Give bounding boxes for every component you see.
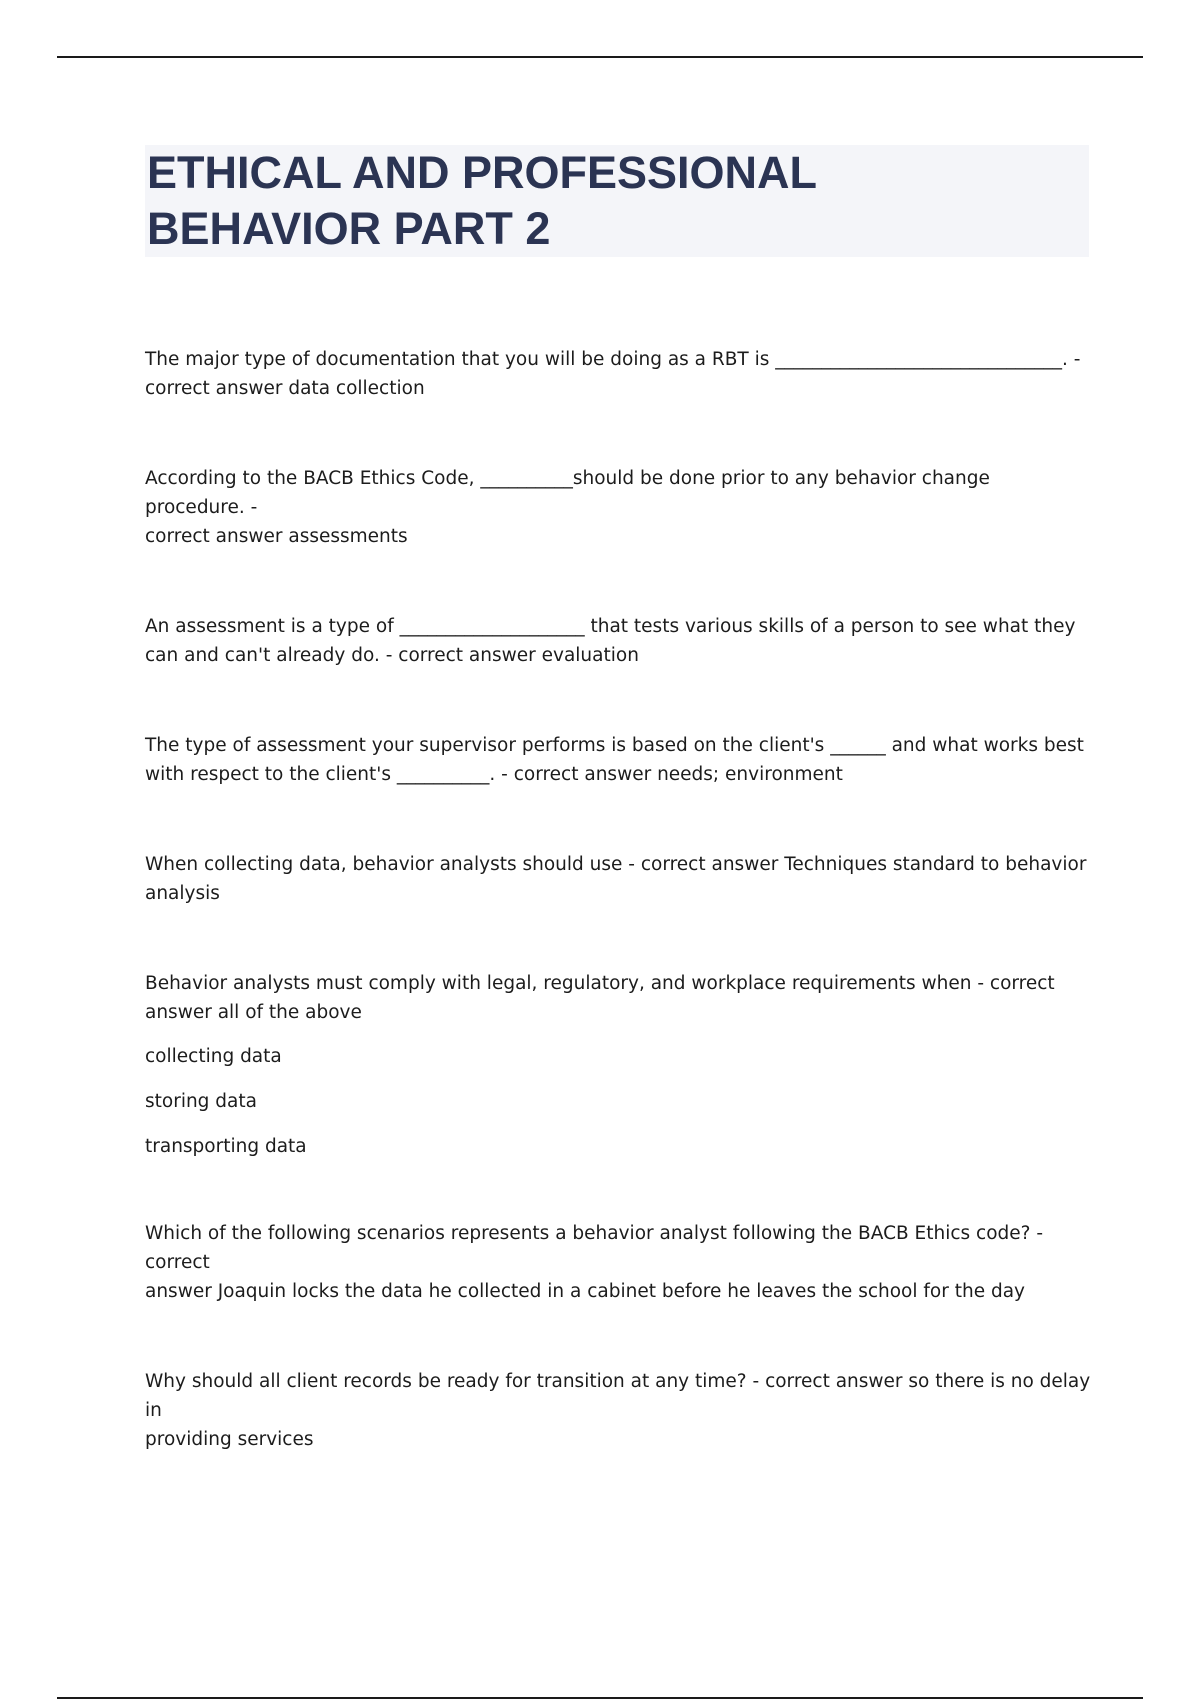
qa-item-3	[145, 612, 1095, 670]
qa-text: According to the BACB Ethics Code, __________should be done prior to any behavior change procedure. -	[145, 468, 990, 518]
qa-item-8	[145, 1367, 1095, 1454]
document-title-line-2: BEHAVIOR PART 2	[147, 203, 551, 254]
qa-text: providing services	[145, 1429, 314, 1450]
qa-text: Why should all client records be ready for transition at any time? - correct answer so there is no delay in	[145, 1371, 1091, 1421]
qa-item-2	[145, 464, 1095, 551]
qa-question	[145, 969, 1095, 1027]
top-rule	[57, 56, 1143, 58]
qa-text: An assessment is a type of ____________________ that tests various skills of a person to see what they	[145, 616, 1076, 637]
qa-text: correct answer assessments	[145, 526, 408, 547]
qa-text: Which of the following scenarios represents a behavior analyst following the BACB Ethics code? - correct	[145, 1223, 1044, 1273]
document-title	[145, 145, 1089, 257]
qa-item-4	[145, 731, 1095, 789]
qa-text: correct answer data collection	[145, 378, 425, 399]
qa-item-5	[145, 850, 1095, 908]
answer-option: storing data	[145, 1091, 257, 1112]
qa-text: The major type of documentation that you will be doing as a RBT is _______________________________. -	[145, 349, 1081, 370]
qa-text: can and can't already do. - correct answer evaluation	[145, 645, 639, 666]
qa-text: When collecting data, behavior analysts should use - correct answer Techniques standard to behavior	[145, 854, 1087, 875]
answer-option: transporting data	[145, 1136, 307, 1157]
bottom-rule	[57, 1697, 1143, 1699]
qa-text: analysis	[145, 883, 220, 904]
qa-text: answer all of the above	[145, 1002, 362, 1023]
title-block	[145, 145, 1089, 257]
qa-list	[145, 345, 1095, 1454]
qa-text: The type of assessment your supervisor performs is based on the client's ______ and what works best	[145, 735, 1084, 756]
qa-text: answer Joaquin locks the data he collected in a cabinet before he leaves the school for the day	[145, 1281, 1025, 1302]
qa-item-7	[145, 1219, 1095, 1306]
qa-text: Behavior analysts must comply with legal, regulatory, and workplace requirements when - correct	[145, 973, 1055, 994]
answer-option: collecting data	[145, 1046, 282, 1067]
qa-item-1	[145, 345, 1095, 403]
qa-text: with respect to the client's __________. - correct answer needs; environment	[145, 764, 843, 785]
document-title-line-1: ETHICAL AND PROFESSIONAL	[147, 147, 818, 198]
answer-options	[145, 1042, 1095, 1161]
qa-item-6	[145, 969, 1095, 1161]
